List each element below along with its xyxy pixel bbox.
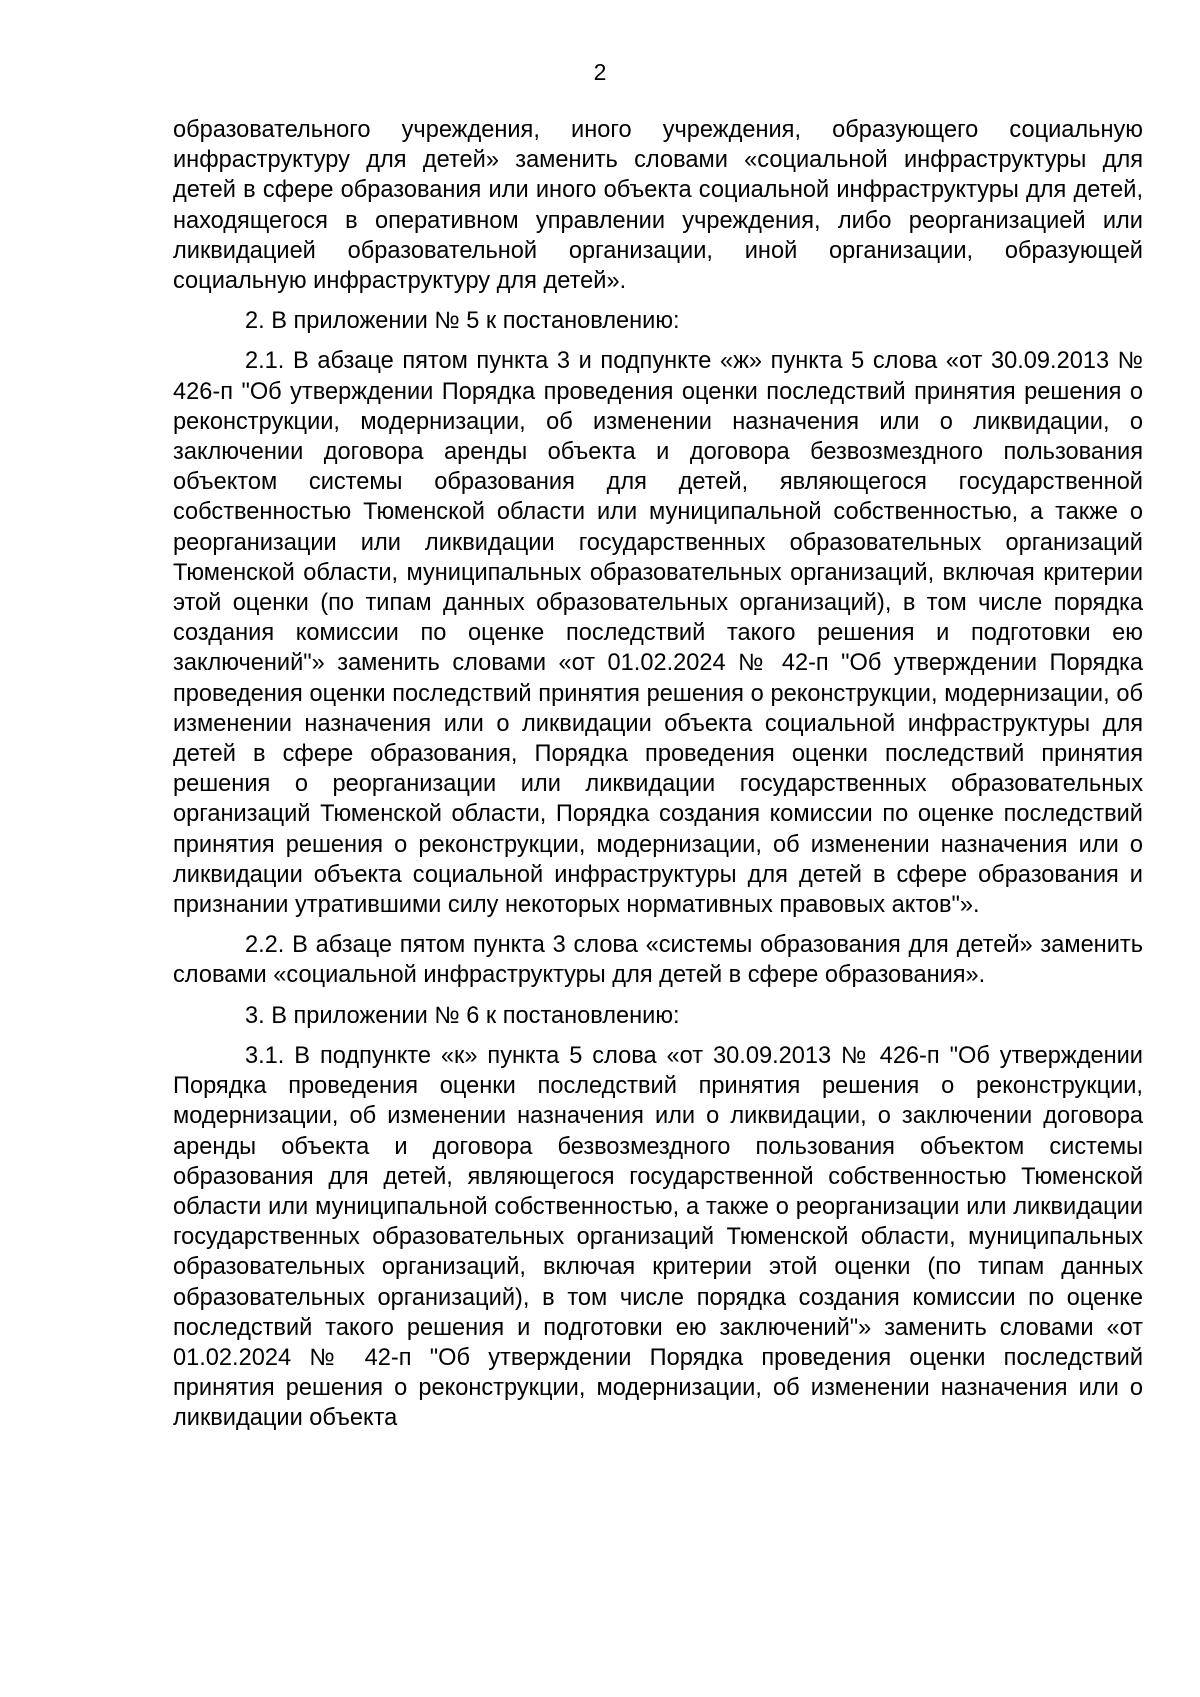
paragraph-section-3-heading: 3. В приложении № 6 к постановлению: <box>245 1002 680 1029</box>
paragraph-section-2-2: 2.2. В абзаце пятом пункта 3 слова «системы образования для детей» заменить словами «социальной инфраструктуры для детей в сфере образования». <box>173 932 1143 989</box>
paragraph-continuation: образовательного учреждения, иного учреждения, образующего социальную инфраструктуру для детей» заменить словами «социальной инфраструктуры для детей в сфере образования или иного объекта социальной инфраструктуры для детей, находящегося в оперативном управлении учреждения, либо реорганизацией или ликвидацией образовательной организации, иной организации, образующей социальную инфраструктуру для детей». <box>173 117 1143 295</box>
page-number: 2 <box>593 59 607 85</box>
paragraph-section-3-1: 3.1. В подпункте «к» пункта 5 слова «от 30.09.2013 № 426-п "Об утверждении Порядка проведения оценки последствий принятия решения о реконструкции, модернизации, об изменении назначения или о ликвидации, о заключении договора аренды объекта и договора безвозмездного пользования объектом системы образования для детей, являющегося государственной собственностью Тюменской области или муниципальной собственностью, а также о реорганизации или ликвидации государственных образовательных организаций Тюменской области, муниципальных образовательных организаций, включая критерии этой оценки (по типам данных образовательных организаций), в том числе порядка создания комиссии по оценке последствий такого решения и подготовки ею заключений"» заменить словами «от 01.02.2024 № 42-п "Об утверждении Порядка проведения оценки последствий принятия решения о реконструкции, модернизации, об изменении назначения или о ликвидации объекта <box>173 1042 1143 1432</box>
document-body <box>173 115 1143 1434</box>
paragraph-section-2-1: 2.1. В абзаце пятом пункта 3 и подпункте «ж» пункта 5 слова «от 30.09.2013 № 426-п "Об утверждении Порядка проведения оценки последствий принятия решения о реконструкции, модернизации, об изменении назначения или о ликвидации, о заключении договора аренды объекта и договора безвозмездного пользования объектом системы образования для детей, являющегося государственной собственностью Тюменской области или муниципальной собственностью, а также о реорганизации или ликвидации государственных образовательных организаций Тюменской области, муниципальных образовательных организаций, включая критерии этой оценки (по типам данных образовательных организаций), в том числе порядка создания комиссии по оценке последствий такого решения и подготовки ею заключений"» заменить словами «от 01.02.2024 № 42-п "Об утверждении Порядка проведения оценки последствий принятия решения о реконструкции, модернизации, об изменении назначения или о ликвидации объекта социальной инфраструктуры для детей в сфере образования, Порядка проведения оценки последствий принятия решения о реорганизации или ликвидации государственных образовательных организаций Тюменской области, Порядка создания комиссии по оценке последствий принятия решения о реконструкции, модернизации, об изменении назначения или о ликвидации объекта социальной инфраструктуры для детей в сфере образования и признании утратившими силу некоторых нормативных правовых актов"». <box>173 348 1143 919</box>
paragraph-section-2-heading: 2. В приложении № 5 к постановлению: <box>245 308 680 335</box>
